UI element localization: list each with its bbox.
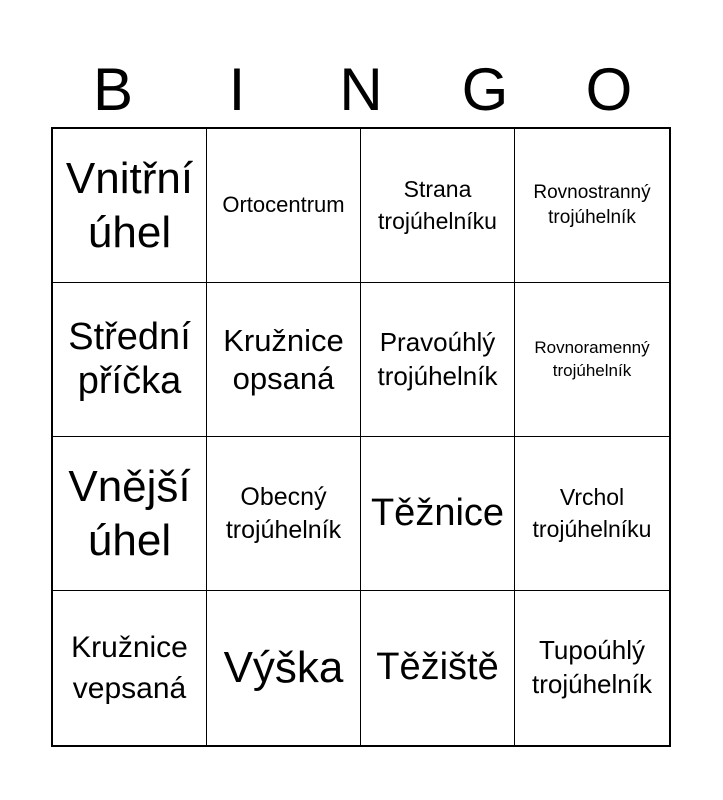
bingo-cell[interactable] bbox=[207, 591, 361, 745]
bingo-cell[interactable] bbox=[515, 437, 669, 591]
bingo-cell[interactable] bbox=[515, 283, 669, 437]
bingo-cell[interactable] bbox=[53, 591, 207, 745]
bingo-cell[interactable] bbox=[361, 591, 515, 745]
cell-label: Těžnice bbox=[370, 491, 505, 534]
cell-label: Střední příčka bbox=[68, 315, 191, 402]
cell-label: Tupoúhlý trojúhelník bbox=[532, 635, 652, 699]
cell-label: Těžiště bbox=[376, 646, 499, 689]
header-letter-i: I bbox=[228, 56, 246, 123]
bingo-cell[interactable] bbox=[361, 437, 515, 591]
cell-label: Vnitřní úhel bbox=[65, 153, 194, 257]
bingo-cell[interactable] bbox=[361, 129, 515, 283]
bingo-cell[interactable] bbox=[207, 129, 361, 283]
bingo-cell[interactable] bbox=[53, 129, 207, 283]
bingo-cell[interactable] bbox=[515, 129, 669, 283]
cell-label: Rovnoramenný trojúhelník bbox=[534, 337, 650, 380]
cell-label: Obecný trojúhelník bbox=[225, 483, 342, 544]
bingo-cell[interactable] bbox=[207, 437, 361, 591]
bingo-cell[interactable] bbox=[53, 437, 207, 591]
bingo-grid bbox=[51, 127, 671, 747]
cell-label: Rovnostranný trojúhelník bbox=[533, 181, 651, 228]
cell-label: Pravoúhlý trojúhelník bbox=[377, 326, 498, 391]
cell-label: Vrchol trojúhelníku bbox=[532, 484, 652, 542]
cell-label: Vnější úhel bbox=[68, 461, 191, 565]
bingo-header bbox=[51, 52, 671, 128]
bingo-cell[interactable] bbox=[515, 591, 669, 745]
cell-label: Kružnice opsaná bbox=[223, 322, 344, 396]
header-letter-o: O bbox=[585, 56, 633, 123]
header-letter-n: N bbox=[339, 56, 383, 123]
cell-label: Strana trojúhelníku bbox=[378, 176, 497, 234]
header-letter-g: G bbox=[461, 56, 509, 123]
bingo-cell[interactable] bbox=[53, 283, 207, 437]
cell-label: Kružnice vepsaná bbox=[71, 630, 188, 705]
bingo-cell[interactable] bbox=[207, 283, 361, 437]
header-letter-b: B bbox=[92, 56, 134, 123]
cell-label: Ortocentrum bbox=[222, 192, 345, 218]
cell-label: Výška bbox=[223, 643, 344, 693]
bingo-cell[interactable] bbox=[361, 283, 515, 437]
